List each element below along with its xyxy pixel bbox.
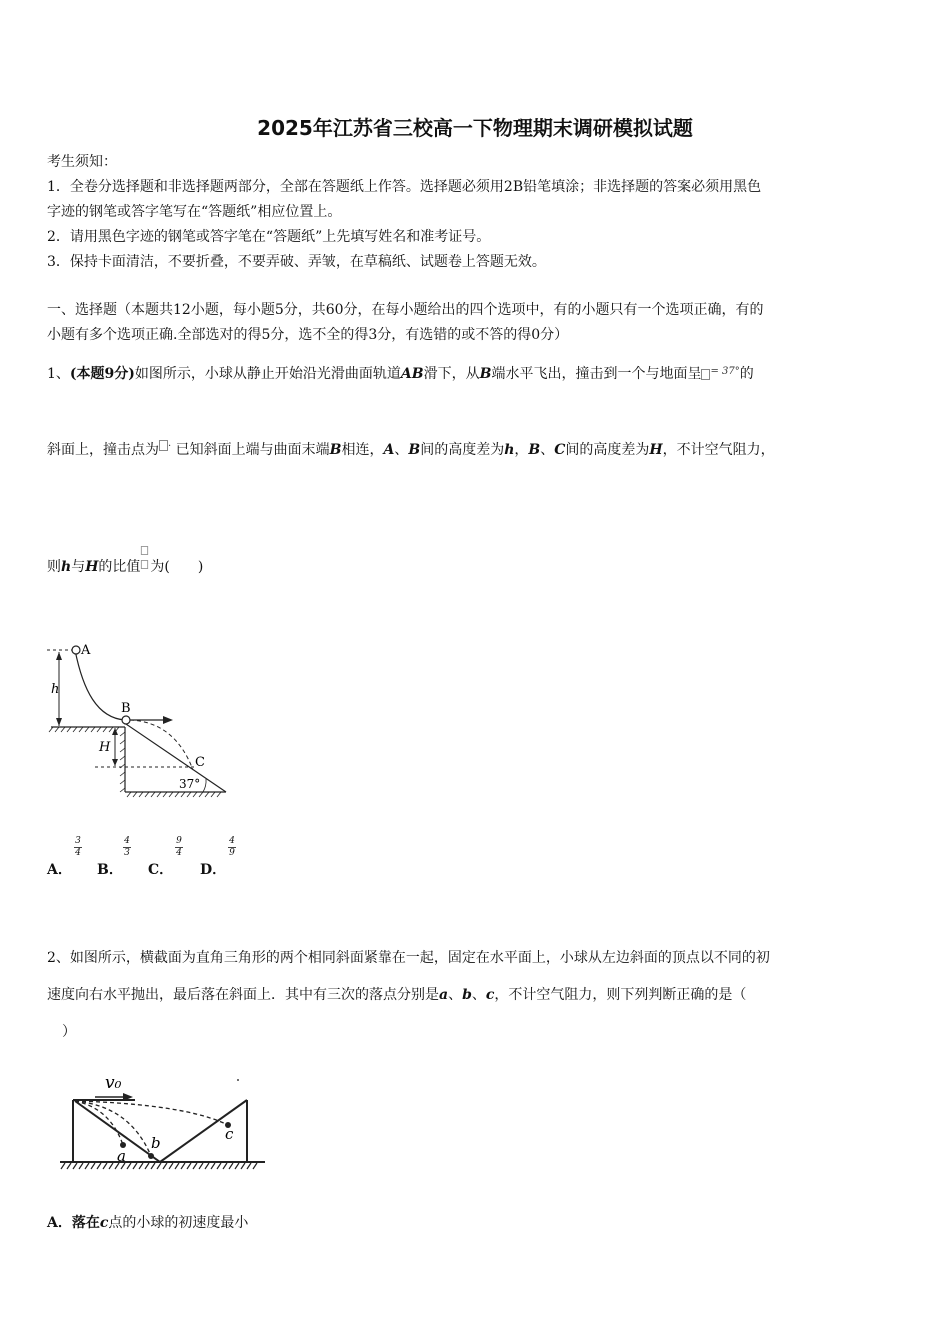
- q2-option-a-pre: A．落在: [47, 1215, 100, 1231]
- q1-text-11: ，不计空气阻力，: [662, 442, 775, 458]
- q1-var-H: H: [649, 442, 663, 458]
- fig1-label-c: C: [195, 755, 205, 770]
- q2-sep-2: 、: [471, 987, 486, 1003]
- missing-glyph-icon: [141, 546, 148, 555]
- q1-text-6: 已知斜面上端与曲面末端: [175, 442, 330, 458]
- fig1-label-a: A: [81, 643, 91, 658]
- notice-item-3: 3．保持卡面清洁，不要折叠，不要弄破、弄皱，在草稿纸、试题卷上答题无效。: [47, 254, 546, 270]
- q1-option-b-den: 3: [124, 848, 130, 858]
- q1-var-b: B: [479, 366, 492, 382]
- q1-text-4: 的: [739, 366, 754, 382]
- q1-text-7: 相连，: [341, 442, 384, 458]
- q2-line3: ）: [62, 1024, 76, 1040]
- q2-line1: 2、如图所示，横截面为直角三角形的两个相同斜面紧靠在一起，固定在水平面上，小球从左边斜面的顶点以不同的初: [47, 950, 770, 966]
- fig2-label-v0: v₀: [105, 1073, 122, 1093]
- q1-text-2: 滑下，从: [423, 366, 480, 382]
- q2-var-c: c: [485, 987, 495, 1003]
- q1-var-c: C: [554, 442, 566, 458]
- q1-var-b2: B: [329, 442, 342, 458]
- notice-heading: 考生须知：: [47, 154, 117, 170]
- q1-option-d-fraction: [227, 836, 237, 859]
- q1-var-a2: A: [383, 442, 395, 458]
- fig2-label-c: c: [225, 1125, 234, 1143]
- q1-figure: [45, 640, 235, 800]
- fig2-label-a: a: [117, 1147, 126, 1165]
- q1-var-ab: AB: [400, 366, 424, 382]
- q1-var-b2b: B: [408, 442, 421, 458]
- q1-option-b-fraction: [122, 836, 132, 859]
- q1-option-b-label: B．: [97, 862, 123, 878]
- q1-line1: [47, 364, 754, 386]
- q1-option-b-num: 4: [124, 836, 130, 846]
- q2-line2: [47, 985, 746, 1005]
- q1-text-15: 为( ): [150, 559, 204, 575]
- section-heading-line2: 小题有多个选项正确.全部选对的得5分，选不全的得3分，有选错的或不答的得0分）: [47, 327, 569, 343]
- fig1-label-angle: 37°: [179, 777, 201, 791]
- missing-glyph-icon: [159, 440, 168, 451]
- q1-option-d-num: 4: [229, 836, 235, 846]
- q1-option-c-num: 9: [176, 836, 182, 846]
- q2-option-a-text: 点的小球的初速度最小: [108, 1215, 249, 1231]
- q1-number: 1、: [47, 366, 70, 382]
- q1-line2: 斜面上，撞击点为 · 已知斜面上端与曲面末端B相连，A、B间的高度差为h，B、C间的高度差为H，不计空气阻力，: [47, 441, 775, 458]
- q1-text-12: 则: [47, 559, 61, 575]
- page-title: 2025年江苏省三校高一下物理期末调研模拟试题: [257, 116, 693, 140]
- q1-text-8: 间的高度差为: [420, 442, 505, 458]
- q1-option-a-den: 4: [75, 848, 81, 858]
- q1-option-a-fraction: [73, 836, 83, 859]
- q2-figure: [55, 1068, 270, 1178]
- q1-text-14: 的比值: [98, 559, 141, 575]
- q2-var-b: b: [462, 987, 472, 1003]
- fig1-label-H: H: [99, 740, 111, 755]
- q1-text-10: 间的高度差为: [565, 442, 650, 458]
- q1-option-c-fraction: [174, 836, 184, 859]
- section-heading-line1: 一、选择题（本题共12小题，每小题5分，共60分，在每小题给出的四个选项中，有的小题只有一个选项正确，有的: [47, 302, 764, 318]
- q1-score: (本题9分): [69, 366, 135, 382]
- q2-option-a-var: c: [99, 1215, 109, 1231]
- q1-text-13: 与: [71, 559, 86, 575]
- q1-text-9: ，: [514, 442, 529, 458]
- q1-text-5: 斜面上，撞击点为: [47, 442, 159, 458]
- q1-option-d-den: 9: [229, 848, 235, 858]
- q1-line3: [47, 557, 203, 577]
- q1-option-a-num: 3: [75, 836, 81, 846]
- q2-var-a: a: [439, 987, 449, 1003]
- q2-option-a: [47, 1213, 248, 1233]
- q1-var-h2: h: [61, 559, 72, 575]
- q1-option-a-label: A．: [47, 862, 72, 878]
- q2-text-2: ，不计空气阻力，则下列判断正确的是（: [494, 987, 747, 1003]
- q1-var-b3: B: [528, 442, 541, 458]
- q1-angle-formula: = 37°: [710, 366, 740, 377]
- notice-item-1-cont: 字迹的钢笔或答字笔写在“答题纸”相应位置上。: [47, 204, 342, 220]
- q2-sep-1: 、: [448, 987, 463, 1003]
- fig1-label-h: h: [51, 682, 60, 697]
- q1-option-c-den: 4: [176, 848, 182, 858]
- q1-var-h: h: [504, 442, 515, 458]
- notice-item-1: 1．全卷分选择题和非选择题两部分，全部在答题纸上作答。选择题必须用2B铅笔填涂；非选择题的答案必须用黑色: [47, 179, 762, 195]
- missing-glyph-icon: [141, 560, 148, 569]
- q2-text-1: 速度向右水平抛出，最后落在斜面上．其中有三次的落点分别是: [47, 987, 439, 1003]
- notice-item-2: 2．请用黑色字迹的钢笔或答字笔在“答题纸”上先填写姓名和准考证号。: [47, 229, 491, 245]
- q1-var-H2: H: [85, 559, 99, 575]
- fig2-label-b: b: [151, 1134, 161, 1152]
- q1-option-d-label: D．: [200, 862, 227, 878]
- q1-text-3: 端水平飞出，撞击到一个与地面呈: [491, 366, 702, 382]
- q1-option-c-label: C．: [148, 862, 174, 878]
- fig1-label-b: B: [121, 701, 131, 716]
- q1-text-1: 如图所示，小球从静止开始沿光滑曲面轨道: [134, 366, 401, 382]
